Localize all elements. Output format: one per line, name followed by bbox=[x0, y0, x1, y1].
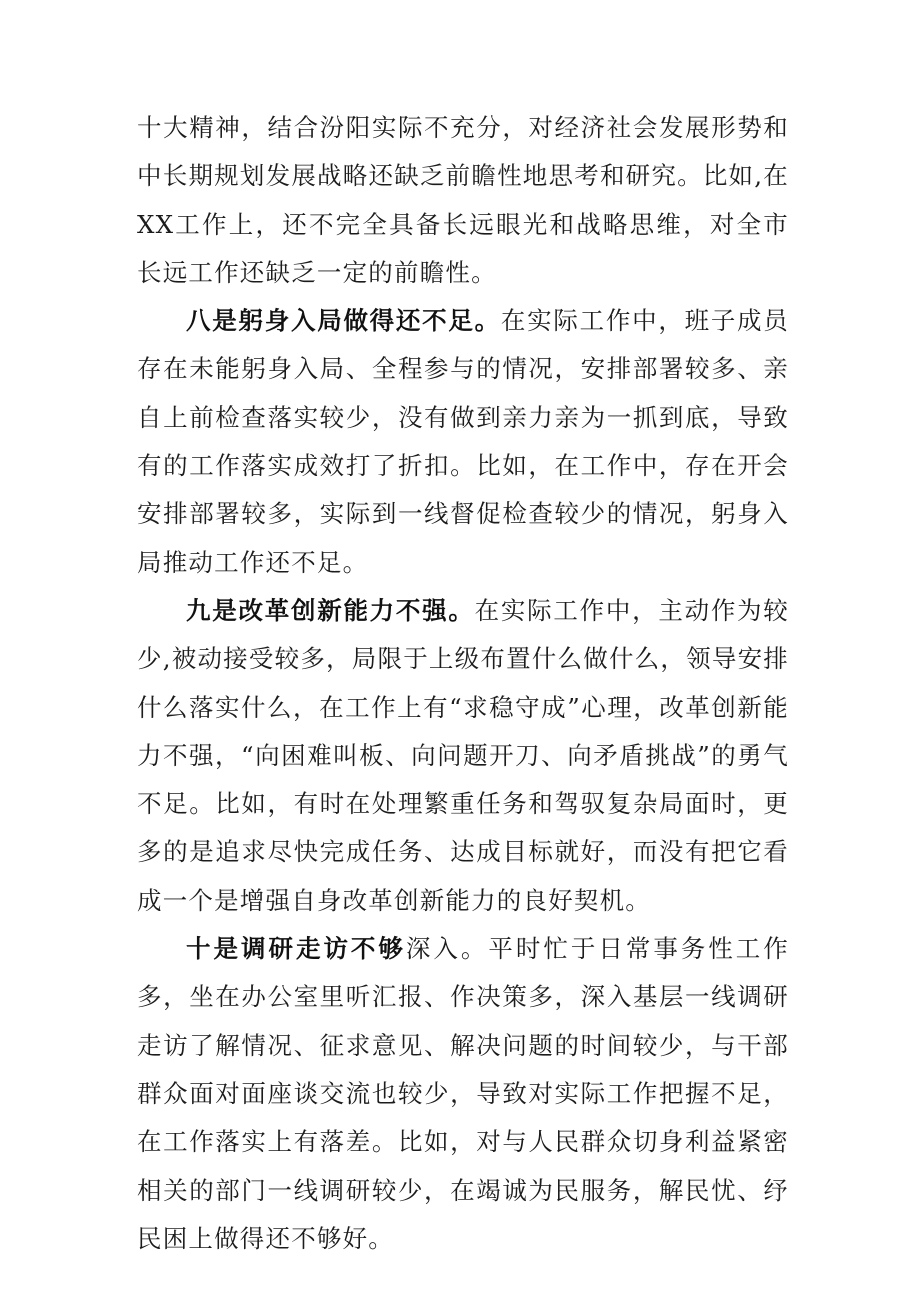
paragraph-point-nine bbox=[137, 587, 789, 925]
document-body bbox=[137, 104, 789, 1263]
paragraph-heading: 八是躬身入局做得还不足。 bbox=[186, 306, 501, 336]
paragraph-point-ten bbox=[137, 925, 789, 1263]
paragraph-text: 深入。平时忙于日常事务性工作多，坐在办公室里听汇报、作决策多，深入基层一线调研走访了解情况、征求意见、解决问题的时间较少，与干部群众面对面座谈交流也较少，导致对实际工作把握不足，在工作落实上有落差。比如，对与人民群众切身利益紧密相关的部门一线调研较少，在竭诚为民服务，解民忧、纾民困上做得还不够好。 bbox=[137, 934, 789, 1253]
paragraph-continuation bbox=[137, 104, 789, 297]
paragraph-text: 在实际工作中，主动作为较少,被动接受较多，局限于上级布置什么做什么，领导安排什么落实什么，在工作上有“求稳守成”心理，改革创新能力不强，“向困难叫板、向问题开刀、向矛盾挑战”的勇气不足。比如，有时在处理繁重任务和驾驭复杂局面时，更多的是追求尽快完成任务、达成目标就好，而没有把它看成一个是增强自身改革创新能力的良好契机。 bbox=[137, 595, 790, 915]
paragraph-text: 十大精神，结合汾阳实际不充分，对经济社会发展形势和中长期规划发展战略还缺乏前瞻性地思考和研究。比如,在XX工作上，还不完全具备长远眼光和战略思维，对全市长远工作还缺乏一定的前瞻性。 bbox=[137, 113, 789, 287]
paragraph-heading: 九是改革创新能力不强。 bbox=[186, 595, 475, 625]
paragraph-text: 在实际工作中，班子成员存在未能躬身入局、全程参与的情况，安排部署较多、亲自上前检查落实较少，没有做到亲力亲为一抓到底，导致有的工作落实成效打了折扣。比如，在工作中，存在开会安排部署较多，实际到一线督促检查较少的情况，躬身入局推动工作还不足。 bbox=[137, 306, 789, 577]
paragraph-point-eight bbox=[137, 297, 789, 587]
paragraph-heading: 十是调研走访不够 bbox=[186, 934, 406, 964]
